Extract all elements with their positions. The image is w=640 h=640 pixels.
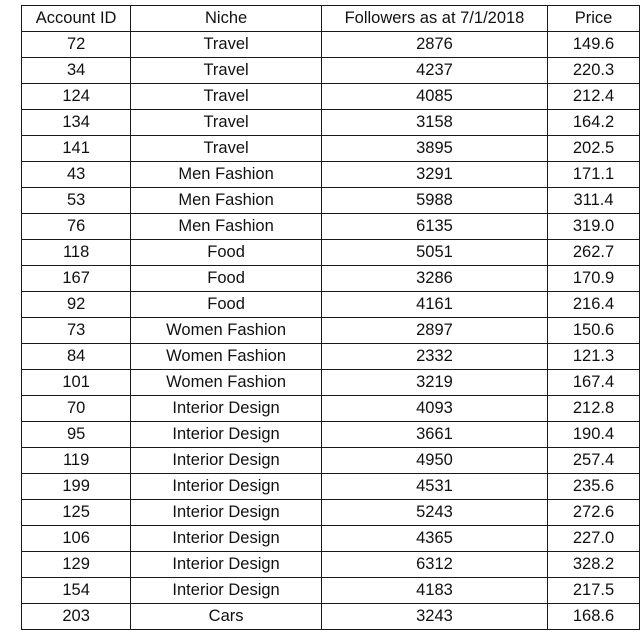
account-id-cell: 43: [22, 162, 131, 188]
account-id-cell: 95: [22, 422, 131, 448]
price-cell: 227.0: [548, 526, 640, 552]
account-id-cell: 70: [22, 396, 131, 422]
niche-cell: Interior Design: [131, 422, 322, 448]
table-row: [22, 344, 640, 370]
price-cell: 217.5: [548, 578, 640, 604]
account-id-cell: 72: [22, 32, 131, 58]
table-row: [22, 526, 640, 552]
table-row: [22, 370, 640, 396]
account-id-cell: 92: [22, 292, 131, 318]
account-id-cell: 101: [22, 370, 131, 396]
followers-cell: 4093: [321, 396, 547, 422]
account-id-cell: 73: [22, 318, 131, 344]
niche-cell: Interior Design: [131, 578, 322, 604]
niche-cell: Food: [131, 266, 322, 292]
niche-cell: Interior Design: [131, 500, 322, 526]
table-row: [22, 500, 640, 526]
niche-cell: Travel: [131, 136, 322, 162]
niche-cell: Interior Design: [131, 552, 322, 578]
account-id-cell: 125: [22, 500, 131, 526]
table-row: [22, 84, 640, 110]
niche-cell: Interior Design: [131, 474, 322, 500]
price-cell: 212.4: [548, 84, 640, 110]
followers-cell: 4161: [321, 292, 547, 318]
price-cell: 170.9: [548, 266, 640, 292]
account-id-cell: 141: [22, 136, 131, 162]
niche-cell: Interior Design: [131, 396, 322, 422]
price-cell: 328.2: [548, 552, 640, 578]
table-row: [22, 188, 640, 214]
table-row: [22, 266, 640, 292]
table-row: [22, 58, 640, 84]
niche-cell: Travel: [131, 32, 322, 58]
followers-cell: 4950: [321, 448, 547, 474]
price-cell: 212.8: [548, 396, 640, 422]
account-id-cell: 118: [22, 240, 131, 266]
header-niche: Niche: [131, 6, 322, 32]
followers-cell: 2876: [321, 32, 547, 58]
price-cell: 220.3: [548, 58, 640, 84]
account-id-cell: 34: [22, 58, 131, 84]
price-cell: 121.3: [548, 344, 640, 370]
followers-cell: 5988: [321, 188, 547, 214]
price-cell: 190.4: [548, 422, 640, 448]
account-id-cell: 106: [22, 526, 131, 552]
table-row: [22, 318, 640, 344]
account-id-cell: 154: [22, 578, 131, 604]
table-header: [22, 6, 640, 32]
niche-cell: Travel: [131, 58, 322, 84]
price-cell: 149.6: [548, 32, 640, 58]
price-cell: 235.6: [548, 474, 640, 500]
followers-cell: 2897: [321, 318, 547, 344]
account-id-cell: 119: [22, 448, 131, 474]
account-id-cell: 199: [22, 474, 131, 500]
table-row: [22, 136, 640, 162]
account-id-cell: 129: [22, 552, 131, 578]
table-row: [22, 578, 640, 604]
account-id-cell: 53: [22, 188, 131, 214]
price-cell: 164.2: [548, 110, 640, 136]
followers-cell: 5243: [321, 500, 547, 526]
price-cell: 319.0: [548, 214, 640, 240]
header-followers: Followers as at 7/1/2018: [321, 6, 547, 32]
price-cell: 216.4: [548, 292, 640, 318]
price-cell: 171.1: [548, 162, 640, 188]
price-cell: 262.7: [548, 240, 640, 266]
account-id-cell: 124: [22, 84, 131, 110]
price-cell: 257.4: [548, 448, 640, 474]
niche-cell: Interior Design: [131, 448, 322, 474]
followers-cell: 3243: [321, 604, 547, 630]
price-cell: 272.6: [548, 500, 640, 526]
followers-cell: 5051: [321, 240, 547, 266]
price-cell: 168.6: [548, 604, 640, 630]
account-id-cell: 167: [22, 266, 131, 292]
price-cell: 150.6: [548, 318, 640, 344]
followers-cell: 3219: [321, 370, 547, 396]
followers-cell: 4531: [321, 474, 547, 500]
niche-cell: Women Fashion: [131, 370, 322, 396]
account-id-cell: 84: [22, 344, 131, 370]
followers-cell: 3286: [321, 266, 547, 292]
table-row: [22, 474, 640, 500]
niche-cell: Men Fashion: [131, 214, 322, 240]
account-id-cell: 134: [22, 110, 131, 136]
account-id-cell: 76: [22, 214, 131, 240]
followers-cell: 4085: [321, 84, 547, 110]
table-row: [22, 448, 640, 474]
header-account-id: Account ID: [22, 6, 131, 32]
followers-cell: 6135: [321, 214, 547, 240]
niche-cell: Women Fashion: [131, 344, 322, 370]
niche-cell: Travel: [131, 110, 322, 136]
price-cell: 202.5: [548, 136, 640, 162]
table-row: [22, 552, 640, 578]
followers-cell: 6312: [321, 552, 547, 578]
table-row: [22, 32, 640, 58]
table-row: [22, 240, 640, 266]
accounts-table: [21, 5, 640, 630]
niche-cell: Food: [131, 292, 322, 318]
table-row: [22, 396, 640, 422]
followers-cell: 4237: [321, 58, 547, 84]
table-body: [22, 32, 640, 630]
niche-cell: Cars: [131, 604, 322, 630]
niche-cell: Interior Design: [131, 526, 322, 552]
niche-cell: Travel: [131, 84, 322, 110]
table-row: [22, 162, 640, 188]
table-row: [22, 604, 640, 630]
price-cell: 311.4: [548, 188, 640, 214]
header-price: Price: [548, 6, 640, 32]
followers-cell: 2332: [321, 344, 547, 370]
followers-cell: 3291: [321, 162, 547, 188]
followers-cell: 4365: [321, 526, 547, 552]
account-id-cell: 203: [22, 604, 131, 630]
price-cell: 167.4: [548, 370, 640, 396]
niche-cell: Food: [131, 240, 322, 266]
followers-cell: 3158: [321, 110, 547, 136]
table-row: [22, 214, 640, 240]
niche-cell: Men Fashion: [131, 162, 322, 188]
table-row: [22, 292, 640, 318]
table-row: [22, 422, 640, 448]
followers-cell: 3895: [321, 136, 547, 162]
table-row: [22, 110, 640, 136]
niche-cell: Men Fashion: [131, 188, 322, 214]
followers-cell: 3661: [321, 422, 547, 448]
niche-cell: Women Fashion: [131, 318, 322, 344]
followers-cell: 4183: [321, 578, 547, 604]
header-row: [22, 6, 640, 32]
